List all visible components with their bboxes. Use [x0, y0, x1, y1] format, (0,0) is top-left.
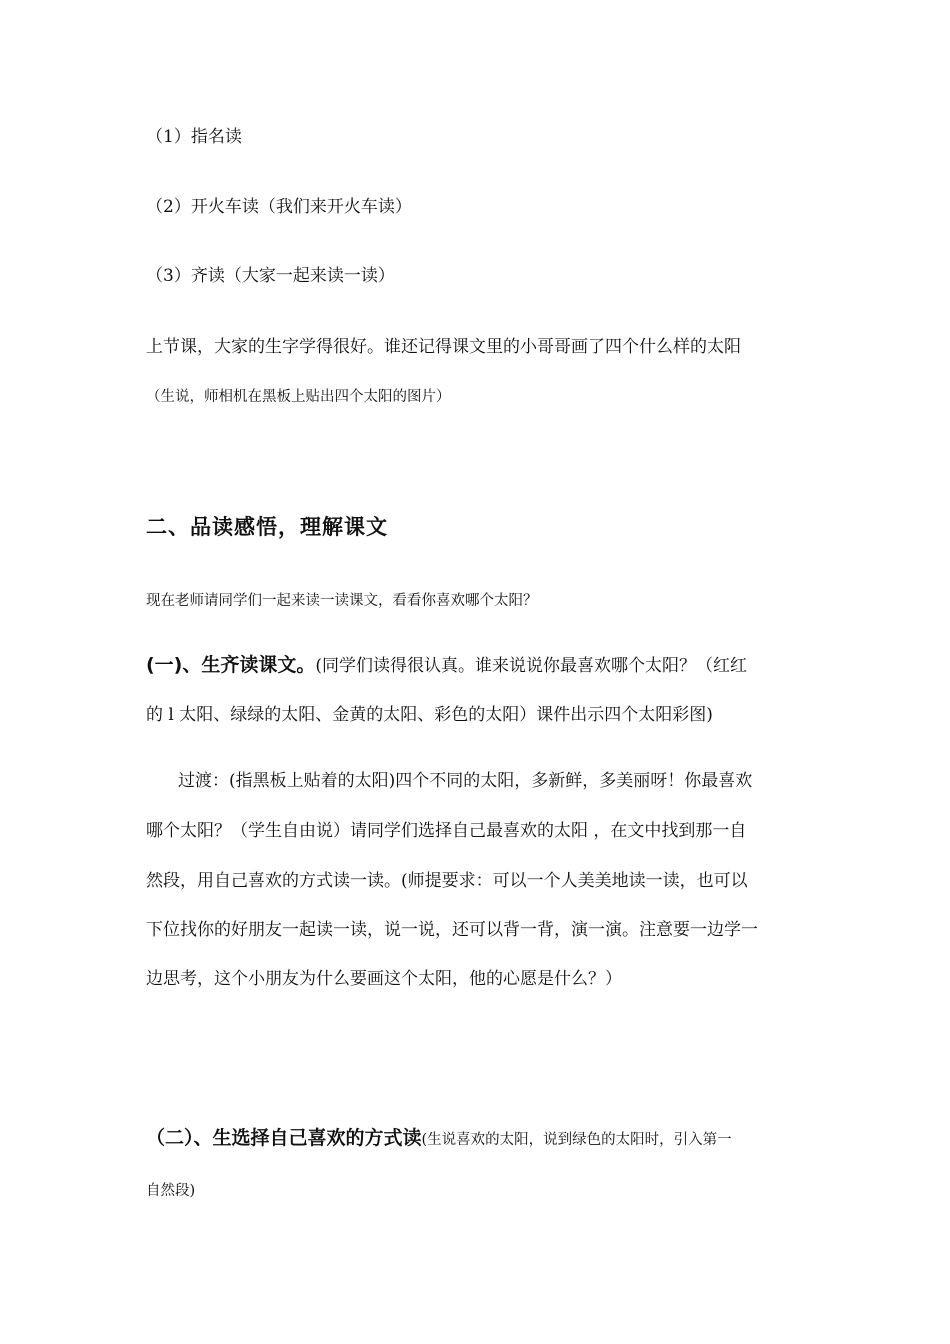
transition-line-4: 下位找你的好朋友一起读一读，说一说，还可以背一背，演一演。注意要一边学一: [146, 920, 758, 940]
intro-text: 现在老师请同学们一起来读一读课文，看看你喜欢哪个太阳？: [146, 593, 538, 609]
part1-line-2: 的 l 太阳、绿绿的太阳、金黄的太阳、彩色的太阳）课件出示四个太阳彩图): [146, 705, 713, 725]
part1-heading: (一)、生齐读课文。: [146, 654, 316, 676]
reading-item-3: （3）齐读（大家一起来读一读）: [146, 266, 395, 286]
part2-text: (生说喜欢的太阳，说到绿色的太阳时，引入第一: [421, 1132, 732, 1148]
reading-item-1: （1）指名读: [146, 127, 242, 147]
reading-item-2: （2）开火车读（我们来开火车读）: [146, 197, 412, 217]
part2-heading: （二）、生选择自己喜欢的方式读: [146, 1127, 422, 1149]
part2-line-2: 自然段): [146, 1183, 196, 1199]
review-paragraph-line-1: 上节课，大家的生字学得很好。谁还记得课文里的小哥哥画了四个什么样的太阳: [146, 337, 741, 357]
part1-line-1: [146, 654, 747, 677]
section-heading: 二、品读感悟，理解课文: [146, 515, 388, 539]
transition-line-3: 然段，用自己喜欢的方式读一读。(师提要求：可以一个人美美地读一读，也可以: [146, 871, 748, 891]
transition-line-5: 边思考，这个小朋友为什么要画这个太阳，他的心愿是什么？）: [146, 969, 622, 989]
review-paragraph-line-2: （生说，师相机在黑板上贴出四个太阳的图片）: [146, 389, 451, 405]
part2-line-1: [146, 1127, 732, 1151]
transition-line-1: 过渡：(指黑板上贴着的太阳)四个不同的太阳，多新鲜，多美丽呀！你最喜欢: [178, 771, 753, 791]
part1-text: (同学们读得很认真。谁来说说你最喜欢哪个太阳？（红红: [315, 656, 748, 676]
transition-line-2: 哪个太阳？（学生自由说）请同学们选择自己最喜欢的太阳 ，在文中找到那一自: [146, 821, 747, 841]
